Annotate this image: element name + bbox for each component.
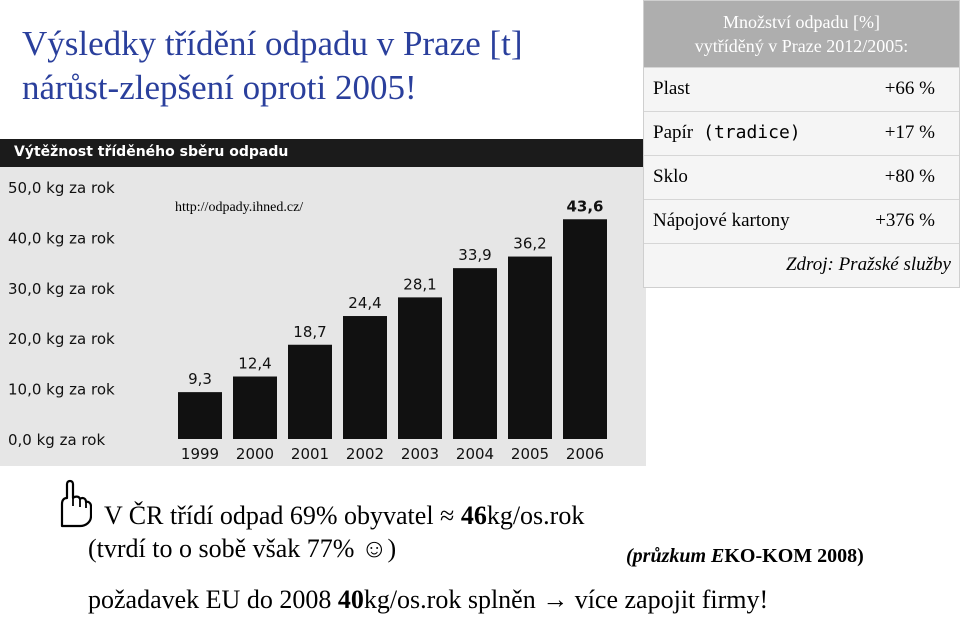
table-header (644, 1, 959, 67)
x-tick-label: 2006 (565, 445, 605, 463)
chart-title: Výtěžnost tříděného sběru odpadu (14, 144, 289, 160)
slide-title-line1: Výsledky třídění odpadu v Praze [t] (22, 24, 523, 63)
note-line-1-text: V ČR třídí odpad 69% obyvatel ≈ (104, 501, 461, 530)
row-value: +376 % (875, 210, 935, 231)
x-tick-label: 2000 (235, 445, 275, 463)
note-line-2: (tvrdí to o sobě však 77% ☺) (88, 534, 397, 563)
x-tick-label: 1999 (180, 445, 220, 463)
survey-note-pre: (průzkum (626, 545, 712, 567)
table-row (644, 199, 959, 243)
note-line-1-number: 46 (460, 501, 487, 530)
table-source-row (644, 243, 959, 287)
survey-note-post: KO-KOM 2008) (724, 545, 864, 567)
data-label: 33,9 (458, 246, 492, 265)
x-tick-label: 2001 (290, 445, 330, 463)
y-tick-label: 50,0 kg za rok (8, 179, 115, 197)
bar (288, 345, 332, 439)
slide-title (22, 22, 622, 110)
data-label: 24,4 (348, 294, 382, 313)
slide-title-line2: nárůst-zlepšení oproti 2005! (22, 68, 417, 107)
row-name: Plast (653, 78, 690, 99)
data-label: 9,3 (188, 370, 212, 389)
x-tick-label: 2003 (400, 445, 440, 463)
survey-note-e: E (711, 545, 725, 567)
bar (508, 257, 552, 439)
waste-increase-table (643, 0, 960, 288)
note-line-3-text: požadavek EU do 2008 (88, 585, 338, 614)
pointing-hand-icon (52, 478, 92, 528)
bar (563, 219, 607, 439)
row-name: Papír (653, 122, 694, 143)
bar (453, 268, 497, 439)
bar (398, 297, 442, 439)
row-note: (tradice) (703, 122, 801, 143)
data-label: 28,1 (403, 275, 437, 294)
note-line-1 (104, 501, 584, 531)
row-value: +80 % (884, 166, 935, 187)
y-tick-label: 40,0 kg za rok (8, 229, 115, 248)
note-line-3-rest: kg/os.rok splněn → více zapojit firmy! (363, 585, 769, 614)
note-line-1-unit: kg/os.rok (486, 501, 585, 530)
table-header-line1: Množství odpadu [%] (723, 12, 880, 32)
chart-source-url: http://odpady.ihned.cz/ (175, 200, 304, 215)
table-source: Zdroj: Pražské služby (785, 254, 951, 275)
note-line-3-number: 40 (337, 585, 364, 614)
bar-chart (0, 139, 646, 466)
y-tick-label: 30,0 kg za rok (8, 279, 115, 298)
data-label: 43,6 (566, 197, 604, 216)
row-value: +17 % (884, 122, 935, 143)
row-value: +66 % (884, 78, 935, 99)
table-header-line2: vytříděný v Praze 2012/2005: (694, 36, 909, 56)
y-tick-label: 20,0 kg za rok (8, 330, 115, 349)
table-row (644, 67, 959, 111)
x-tick-label: 2004 (455, 445, 495, 463)
table-row (644, 111, 959, 155)
survey-note (626, 545, 864, 568)
bar (343, 316, 387, 439)
row-name: Sklo (653, 166, 688, 187)
y-tick-label: 0,0 kg za rok (8, 431, 106, 449)
y-tick-label: 10,0 kg za rok (8, 380, 115, 399)
data-label: 12,4 (238, 354, 272, 373)
x-tick-label: 2002 (345, 445, 385, 463)
bar (233, 377, 277, 439)
x-tick-label: 2005 (510, 445, 550, 463)
row-name: Nápojové kartony (653, 210, 790, 231)
data-label: 36,2 (513, 234, 547, 253)
table-row (644, 155, 959, 199)
data-label: 18,7 (293, 322, 327, 341)
note-line-3 (88, 585, 768, 615)
bar (178, 392, 222, 439)
